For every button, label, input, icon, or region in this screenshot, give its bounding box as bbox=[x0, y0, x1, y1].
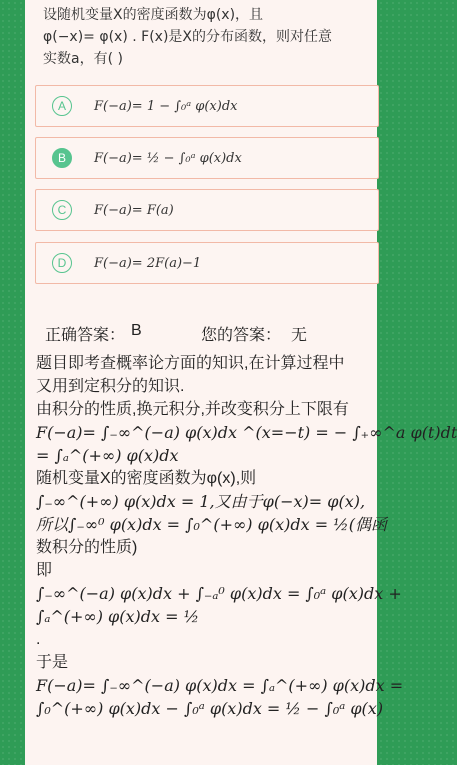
correct-answer-value: B bbox=[131, 322, 142, 339]
explanation bbox=[36, 352, 457, 720]
explanation-formula: ∫ₐ^(+∞) φ(x)dx = ½ bbox=[36, 607, 200, 626]
explanation-line: 由积分的性质,换元积分,并改变积分上下限有 bbox=[36, 401, 349, 418]
explanation-line: 数积分的性质) bbox=[36, 539, 138, 556]
option-a[interactable] bbox=[35, 85, 379, 127]
explanation-formula: = ∫ₐ^(+∞) φ(x)dx bbox=[36, 446, 179, 465]
option-a-text: F(−a)= 1 − ∫₀ᵃ φ(x)dx bbox=[94, 98, 238, 114]
question-card bbox=[25, 0, 457, 765]
explanation-formula: ∫₋∞^(+∞) φ(x)dx = 1,又由于φ(−x)= φ(x), bbox=[36, 492, 366, 511]
option-a-marker: A bbox=[52, 96, 72, 116]
explanation-formula: F(−a)= ∫₋∞^(−a) φ(x)dx ^(x=−t) = − ∫₊∞^a φ(t)dt bbox=[36, 423, 457, 442]
question-text bbox=[43, 4, 363, 70]
question-line-2: φ(−x)= φ(x) . F(x)是X的分布函数，则对任意 bbox=[43, 29, 333, 45]
option-d-marker: D bbox=[52, 253, 72, 273]
explanation-formula: ∫₋∞^(−a) φ(x)dx + ∫₋ₐ⁰ φ(x)dx = ∫₀ᵃ φ(x)dx + bbox=[36, 584, 402, 603]
option-c[interactable] bbox=[35, 189, 379, 231]
option-b-marker: B bbox=[52, 148, 72, 168]
correct-answer-label: 正确答案： bbox=[45, 327, 126, 344]
option-d[interactable] bbox=[35, 242, 379, 284]
option-b[interactable] bbox=[35, 137, 379, 179]
option-b-text: F(−a)= ½ − ∫₀ᵃ φ(x)dx bbox=[94, 150, 242, 166]
explanation-line: 于是 bbox=[36, 654, 69, 671]
explanation-line: 随机变量X的密度函数为φ(x),则 bbox=[36, 470, 257, 487]
explanation-formula: ∫₀^(+∞) φ(x)dx − ∫₀ᵃ φ(x)dx = ½ − ∫₀ᵃ φ(x) bbox=[36, 699, 384, 718]
explanation-line: 题目即考查概率论方面的知识,在计算过程中 bbox=[36, 355, 345, 372]
explanation-formula: F(−a)= ∫₋∞^(−a) φ(x)dx = ∫ₐ^(+∞) φ(x)dx = bbox=[36, 676, 404, 695]
your-answer-label: 您的答案： bbox=[201, 327, 282, 344]
explanation-line: 即 bbox=[36, 562, 53, 579]
question-line-3: 实数a，有( ) bbox=[43, 51, 123, 67]
option-c-marker: C bbox=[52, 200, 72, 220]
option-d-text: F(−a)= 2F(a)−1 bbox=[94, 255, 202, 271]
explanation-line: 又用到定积分的知识. bbox=[36, 378, 185, 395]
question-line-1: 设随机变量X的密度函数为φ(x)，且 bbox=[43, 7, 264, 23]
option-c-text: F(−a)= F(a) bbox=[94, 202, 174, 218]
explanation-formula: 所以∫₋∞⁰ φ(x)dx = ∫₀^(+∞) φ(x)dx = ½(偶函 bbox=[36, 515, 387, 534]
your-answer-value: 无 bbox=[291, 327, 308, 344]
explanation-line: . bbox=[36, 631, 41, 648]
